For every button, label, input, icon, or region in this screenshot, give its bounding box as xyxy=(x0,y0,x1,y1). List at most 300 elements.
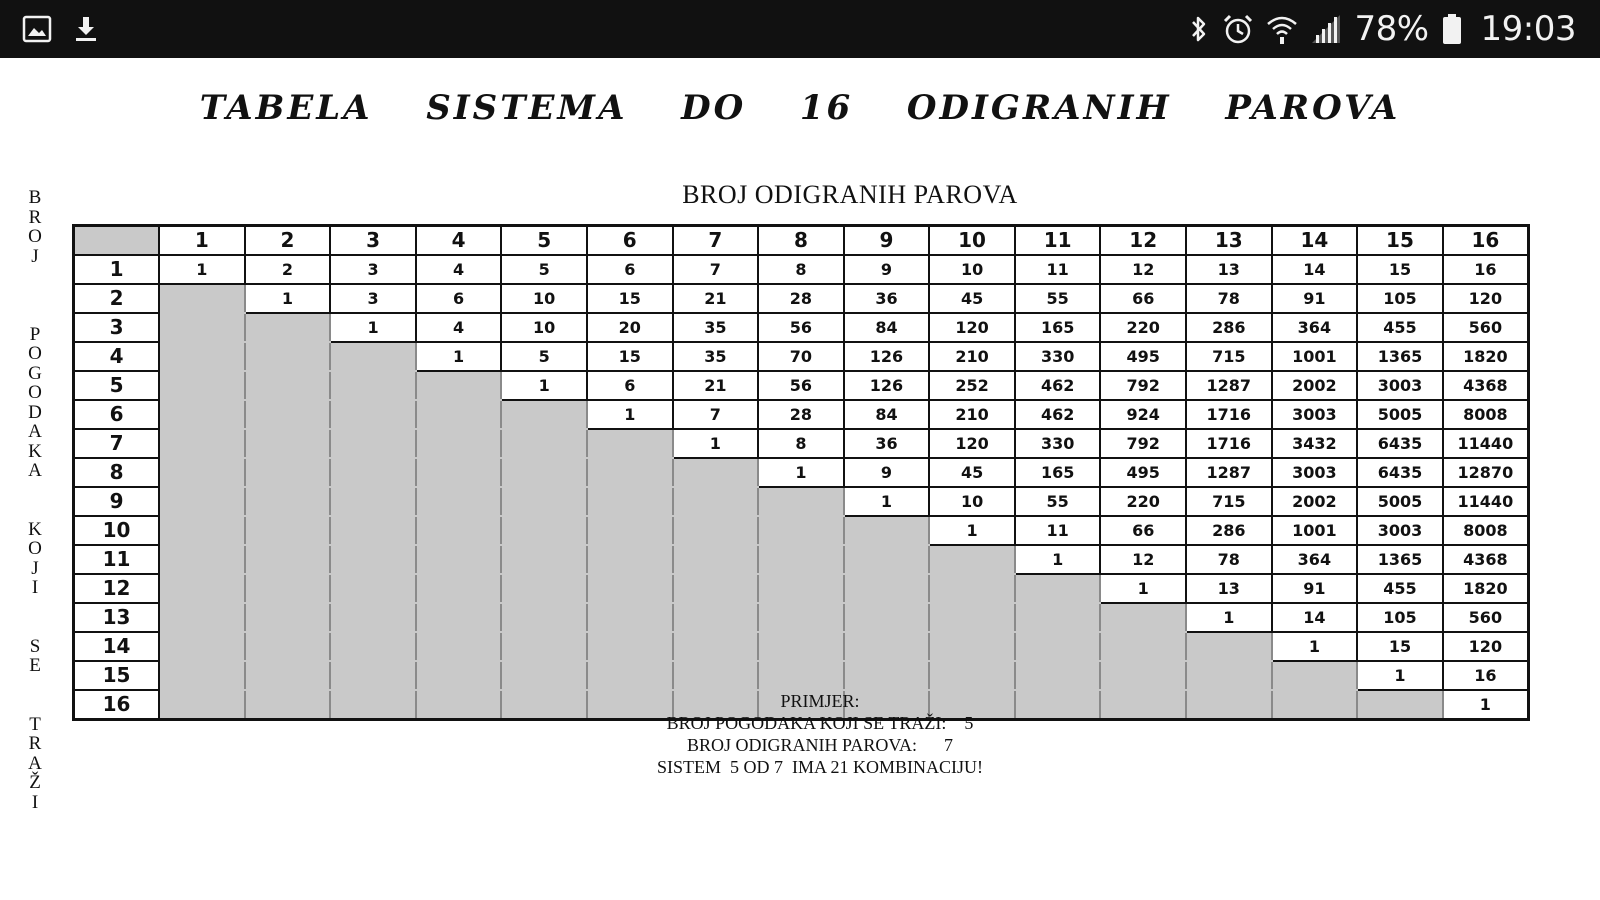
table-cell: 1 xyxy=(1100,574,1186,603)
empty-cell xyxy=(159,661,245,690)
table-cell: 15 xyxy=(1357,255,1443,284)
table-cell: 1 xyxy=(1015,545,1101,574)
table-cell: 10 xyxy=(501,313,587,342)
empty-cell xyxy=(1186,690,1272,720)
table-cell: 3003 xyxy=(1357,371,1443,400)
table-cell: 5005 xyxy=(1357,400,1443,429)
empty-cell xyxy=(673,458,759,487)
header-row xyxy=(74,226,1529,256)
empty-cell xyxy=(330,545,416,574)
table-cell: 792 xyxy=(1100,429,1186,458)
table-cell: 10 xyxy=(929,255,1015,284)
row-header: 14 xyxy=(74,632,160,661)
table-cell: 78 xyxy=(1186,284,1272,313)
table-cell: 560 xyxy=(1443,313,1529,342)
table-cell: 91 xyxy=(1272,574,1358,603)
empty-cell xyxy=(673,574,759,603)
table-row xyxy=(74,284,1529,313)
wifi-icon xyxy=(1266,13,1298,45)
table-cell: 45 xyxy=(929,458,1015,487)
empty-cell xyxy=(844,545,930,574)
empty-cell xyxy=(416,458,502,487)
empty-cell xyxy=(159,603,245,632)
table-cell: 220 xyxy=(1100,487,1186,516)
table-cell: 56 xyxy=(758,313,844,342)
row-header: 3 xyxy=(74,313,160,342)
table-cell: 28 xyxy=(758,284,844,313)
table-cell: 11 xyxy=(1015,255,1101,284)
table-cell: 1365 xyxy=(1357,342,1443,371)
empty-cell xyxy=(245,400,331,429)
table-cell: 84 xyxy=(844,313,930,342)
table-cell: 495 xyxy=(1100,342,1186,371)
empty-cell xyxy=(245,603,331,632)
table-cell: 8008 xyxy=(1443,516,1529,545)
row-header: 6 xyxy=(74,400,160,429)
table-cell: 55 xyxy=(1015,284,1101,313)
empty-cell xyxy=(159,545,245,574)
row-header: 7 xyxy=(74,429,160,458)
empty-cell xyxy=(587,632,673,661)
column-header: 4 xyxy=(416,226,502,256)
table-cell: 4 xyxy=(416,255,502,284)
table-cell: 1 xyxy=(416,342,502,371)
empty-cell xyxy=(330,661,416,690)
empty-cell xyxy=(330,458,416,487)
table-cell: 2002 xyxy=(1272,371,1358,400)
table-cell: 10 xyxy=(501,284,587,313)
system-table xyxy=(72,224,1530,721)
table-row xyxy=(74,400,1529,429)
table-cell: 6 xyxy=(416,284,502,313)
table-cell: 2002 xyxy=(1272,487,1358,516)
table-cell: 3432 xyxy=(1272,429,1358,458)
table-cell: 924 xyxy=(1100,400,1186,429)
table-cell: 35 xyxy=(673,342,759,371)
empty-cell xyxy=(501,574,587,603)
empty-cell xyxy=(330,371,416,400)
empty-cell xyxy=(1272,690,1358,720)
empty-cell xyxy=(245,313,331,342)
table-cell: 1 xyxy=(1272,632,1358,661)
empty-cell xyxy=(1357,690,1443,720)
table-cell: 8 xyxy=(758,255,844,284)
empty-cell xyxy=(416,516,502,545)
table-cell: 286 xyxy=(1186,313,1272,342)
table-cell: 330 xyxy=(1015,429,1101,458)
table-cell: 45 xyxy=(929,284,1015,313)
table-cell: 1 xyxy=(929,516,1015,545)
table-row xyxy=(74,371,1529,400)
empty-cell xyxy=(844,516,930,545)
empty-cell xyxy=(330,429,416,458)
empty-cell xyxy=(330,574,416,603)
empty-cell xyxy=(501,632,587,661)
table-cell: 1820 xyxy=(1443,574,1529,603)
empty-cell xyxy=(330,690,416,720)
empty-cell xyxy=(587,545,673,574)
column-header: 7 xyxy=(673,226,759,256)
empty-cell xyxy=(330,603,416,632)
empty-cell xyxy=(159,574,245,603)
empty-cell xyxy=(416,429,502,458)
table-cell: 14 xyxy=(1272,255,1358,284)
table-cell: 56 xyxy=(758,371,844,400)
table-cell: 9 xyxy=(844,458,930,487)
table-cell: 9 xyxy=(844,255,930,284)
empty-cell xyxy=(245,429,331,458)
table-cell: 28 xyxy=(758,400,844,429)
empty-cell xyxy=(330,400,416,429)
example-heading: PRIMJER: xyxy=(780,691,860,711)
table-cell: 5005 xyxy=(1357,487,1443,516)
table-cell: 120 xyxy=(929,313,1015,342)
table-cell: 5 xyxy=(501,255,587,284)
empty-cell xyxy=(929,661,1015,690)
empty-cell xyxy=(758,516,844,545)
empty-cell xyxy=(416,400,502,429)
empty-cell xyxy=(758,661,844,690)
example-line-hits: BROJ POGODAKA KOJI SE TRAŽI: 5 xyxy=(666,713,974,733)
empty-cell xyxy=(245,371,331,400)
table-cell: 210 xyxy=(929,342,1015,371)
table-cell: 1 xyxy=(587,400,673,429)
empty-cell xyxy=(844,603,930,632)
table-cell: 7 xyxy=(673,255,759,284)
column-header: 3 xyxy=(330,226,416,256)
column-header: 13 xyxy=(1186,226,1272,256)
empty-cell xyxy=(159,313,245,342)
row-header: 8 xyxy=(74,458,160,487)
table-cell: 15 xyxy=(1357,632,1443,661)
column-header: 12 xyxy=(1100,226,1186,256)
empty-cell xyxy=(416,603,502,632)
table-cell: 455 xyxy=(1357,574,1443,603)
empty-cell xyxy=(501,661,587,690)
column-caption: BROJ ODIGRANIH PAROVA xyxy=(682,180,1018,209)
table-cell: 1287 xyxy=(1186,458,1272,487)
table-cell: 715 xyxy=(1186,487,1272,516)
empty-cell xyxy=(416,690,502,720)
table-cell: 10 xyxy=(929,487,1015,516)
empty-cell xyxy=(673,661,759,690)
column-header: 15 xyxy=(1357,226,1443,256)
table-cell: 1820 xyxy=(1443,342,1529,371)
row-header: 16 xyxy=(74,690,160,720)
empty-cell xyxy=(587,574,673,603)
signal-icon xyxy=(1310,13,1342,45)
column-header: 2 xyxy=(245,226,331,256)
bluetooth-icon xyxy=(1188,12,1210,46)
empty-cell xyxy=(758,632,844,661)
table-cell: 1716 xyxy=(1186,400,1272,429)
empty-cell xyxy=(159,632,245,661)
status-bar-left xyxy=(0,14,100,44)
empty-cell xyxy=(159,487,245,516)
status-bar-right xyxy=(1188,9,1600,49)
table-cell: 1001 xyxy=(1272,516,1358,545)
table-cell: 4 xyxy=(416,313,502,342)
column-header: 10 xyxy=(929,226,1015,256)
row-header: 10 xyxy=(74,516,160,545)
table-cell: 66 xyxy=(1100,516,1186,545)
table-cell: 16 xyxy=(1443,255,1529,284)
column-header: 14 xyxy=(1272,226,1358,256)
table-cell: 1365 xyxy=(1357,545,1443,574)
battery-percent: 78% xyxy=(1354,9,1429,49)
table-cell: 5 xyxy=(501,342,587,371)
empty-cell xyxy=(416,632,502,661)
table-cell: 16 xyxy=(1443,661,1529,690)
table-cell: 210 xyxy=(929,400,1015,429)
empty-cell xyxy=(245,487,331,516)
table-row xyxy=(74,458,1529,487)
empty-cell xyxy=(501,545,587,574)
table-cell: 55 xyxy=(1015,487,1101,516)
table-cell: 1716 xyxy=(1186,429,1272,458)
empty-cell xyxy=(1186,661,1272,690)
table-cell: 715 xyxy=(1186,342,1272,371)
empty-cell xyxy=(501,603,587,632)
table-row xyxy=(74,632,1529,661)
table-cell: 105 xyxy=(1357,603,1443,632)
empty-cell xyxy=(416,661,502,690)
table-cell: 78 xyxy=(1186,545,1272,574)
empty-cell xyxy=(1015,574,1101,603)
empty-cell xyxy=(844,661,930,690)
table-cell: 70 xyxy=(758,342,844,371)
table-cell: 1 xyxy=(844,487,930,516)
table-cell: 15 xyxy=(587,284,673,313)
empty-cell xyxy=(159,400,245,429)
column-header: 6 xyxy=(587,226,673,256)
row-header: 4 xyxy=(74,342,160,371)
table-cell: 1 xyxy=(1186,603,1272,632)
empty-cell xyxy=(758,487,844,516)
row-header: 1 xyxy=(74,255,160,284)
empty-cell xyxy=(1100,603,1186,632)
empty-cell xyxy=(929,603,1015,632)
table-row xyxy=(74,516,1529,545)
table-cell: 364 xyxy=(1272,545,1358,574)
empty-cell xyxy=(245,545,331,574)
status-bar xyxy=(0,0,1600,58)
table-cell: 12 xyxy=(1100,255,1186,284)
table-cell: 120 xyxy=(1443,284,1529,313)
table-cell: 66 xyxy=(1100,284,1186,313)
table-cell: 3003 xyxy=(1272,400,1358,429)
table-cell: 6435 xyxy=(1357,429,1443,458)
example-block xyxy=(500,690,1140,778)
table-cell: 1 xyxy=(673,429,759,458)
table-cell: 120 xyxy=(1443,632,1529,661)
empty-cell xyxy=(673,487,759,516)
table-cell: 8 xyxy=(758,429,844,458)
empty-cell xyxy=(1015,603,1101,632)
empty-cell xyxy=(245,632,331,661)
table-cell: 15 xyxy=(587,342,673,371)
table-row xyxy=(74,603,1529,632)
empty-cell xyxy=(416,545,502,574)
empty-cell xyxy=(159,342,245,371)
table-cell: 21 xyxy=(673,284,759,313)
column-header: 16 xyxy=(1443,226,1529,256)
table-cell: 1 xyxy=(501,371,587,400)
table-cell: 1 xyxy=(1443,690,1529,720)
empty-cell xyxy=(159,371,245,400)
empty-cell xyxy=(501,487,587,516)
empty-cell xyxy=(416,574,502,603)
column-header: 1 xyxy=(159,226,245,256)
table-cell: 495 xyxy=(1100,458,1186,487)
table-cell: 165 xyxy=(1015,313,1101,342)
table-cell: 120 xyxy=(929,429,1015,458)
row-header: 12 xyxy=(74,574,160,603)
column-header: 11 xyxy=(1015,226,1101,256)
row-header: 15 xyxy=(74,661,160,690)
table-cell: 1 xyxy=(1357,661,1443,690)
empty-cell xyxy=(245,574,331,603)
table-row xyxy=(74,574,1529,603)
table-cell: 4368 xyxy=(1443,371,1529,400)
table-cell: 91 xyxy=(1272,284,1358,313)
table-cell: 7 xyxy=(673,400,759,429)
empty-cell xyxy=(501,516,587,545)
empty-cell xyxy=(844,574,930,603)
table-cell: 11 xyxy=(1015,516,1101,545)
table-cell: 84 xyxy=(844,400,930,429)
table-cell: 20 xyxy=(587,313,673,342)
corner-cell xyxy=(74,226,160,256)
table-cell: 14 xyxy=(1272,603,1358,632)
table-cell: 455 xyxy=(1357,313,1443,342)
empty-cell xyxy=(159,458,245,487)
row-header: 5 xyxy=(74,371,160,400)
gallery-icon xyxy=(22,14,52,44)
table-cell: 6 xyxy=(587,255,673,284)
empty-cell xyxy=(245,516,331,545)
empty-cell xyxy=(587,429,673,458)
column-header: 5 xyxy=(501,226,587,256)
empty-cell xyxy=(758,574,844,603)
table-cell: 12 xyxy=(1100,545,1186,574)
empty-cell xyxy=(1186,632,1272,661)
empty-cell xyxy=(245,690,331,720)
column-header: 8 xyxy=(758,226,844,256)
empty-cell xyxy=(330,516,416,545)
empty-cell xyxy=(929,574,1015,603)
empty-cell xyxy=(587,487,673,516)
table-cell: 330 xyxy=(1015,342,1101,371)
table-row xyxy=(74,661,1529,690)
table-cell: 1 xyxy=(245,284,331,313)
empty-cell xyxy=(416,371,502,400)
empty-cell xyxy=(159,429,245,458)
table-cell: 560 xyxy=(1443,603,1529,632)
empty-cell xyxy=(587,458,673,487)
empty-cell xyxy=(501,400,587,429)
empty-cell xyxy=(245,458,331,487)
table-cell: 364 xyxy=(1272,313,1358,342)
empty-cell xyxy=(159,516,245,545)
empty-cell xyxy=(1272,661,1358,690)
table-cell: 126 xyxy=(844,371,930,400)
empty-cell xyxy=(673,545,759,574)
empty-cell xyxy=(673,632,759,661)
empty-cell xyxy=(1100,661,1186,690)
empty-cell xyxy=(245,661,331,690)
empty-cell xyxy=(673,516,759,545)
download-icon xyxy=(72,14,100,44)
table-cell: 105 xyxy=(1357,284,1443,313)
empty-cell xyxy=(758,603,844,632)
table-cell: 6435 xyxy=(1357,458,1443,487)
empty-cell xyxy=(1015,661,1101,690)
table-cell: 6 xyxy=(587,371,673,400)
table-cell: 3003 xyxy=(1357,516,1443,545)
empty-cell xyxy=(929,632,1015,661)
table-cell: 220 xyxy=(1100,313,1186,342)
empty-cell xyxy=(587,603,673,632)
table-cell: 2 xyxy=(245,255,331,284)
table-cell: 3 xyxy=(330,284,416,313)
table-cell: 1 xyxy=(330,313,416,342)
table-cell: 13 xyxy=(1186,255,1272,284)
empty-cell xyxy=(587,516,673,545)
empty-cell xyxy=(330,632,416,661)
table-cell: 36 xyxy=(844,429,930,458)
row-header: 2 xyxy=(74,284,160,313)
table-row xyxy=(74,255,1529,284)
table-cell: 11440 xyxy=(1443,429,1529,458)
table-cell: 462 xyxy=(1015,400,1101,429)
table-cell: 13 xyxy=(1186,574,1272,603)
empty-cell xyxy=(501,429,587,458)
table-cell: 1001 xyxy=(1272,342,1358,371)
table-cell: 3003 xyxy=(1272,458,1358,487)
table-cell: 286 xyxy=(1186,516,1272,545)
table-row xyxy=(74,342,1529,371)
empty-cell xyxy=(758,545,844,574)
table-cell: 35 xyxy=(673,313,759,342)
table-cell: 126 xyxy=(844,342,930,371)
column-header: 9 xyxy=(844,226,930,256)
empty-cell xyxy=(501,458,587,487)
table-cell: 462 xyxy=(1015,371,1101,400)
table-cell: 21 xyxy=(673,371,759,400)
row-header: 13 xyxy=(74,603,160,632)
system-table-body xyxy=(74,226,1529,720)
table-cell: 12870 xyxy=(1443,458,1529,487)
empty-cell xyxy=(673,603,759,632)
table-cell: 1 xyxy=(758,458,844,487)
table-cell: 165 xyxy=(1015,458,1101,487)
row-header: 9 xyxy=(74,487,160,516)
example-line-result: SISTEM 5 OD 7 IMA 21 KOMBINACIJU! xyxy=(656,757,983,777)
row-header: 11 xyxy=(74,545,160,574)
table-cell: 1287 xyxy=(1186,371,1272,400)
empty-cell xyxy=(1100,632,1186,661)
empty-cell xyxy=(587,661,673,690)
empty-cell xyxy=(416,487,502,516)
battery-icon xyxy=(1441,12,1463,46)
empty-cell xyxy=(159,284,245,313)
table-cell: 3 xyxy=(330,255,416,284)
table-cell: 36 xyxy=(844,284,930,313)
empty-cell xyxy=(1015,632,1101,661)
alarm-icon xyxy=(1222,13,1254,45)
empty-cell xyxy=(844,632,930,661)
